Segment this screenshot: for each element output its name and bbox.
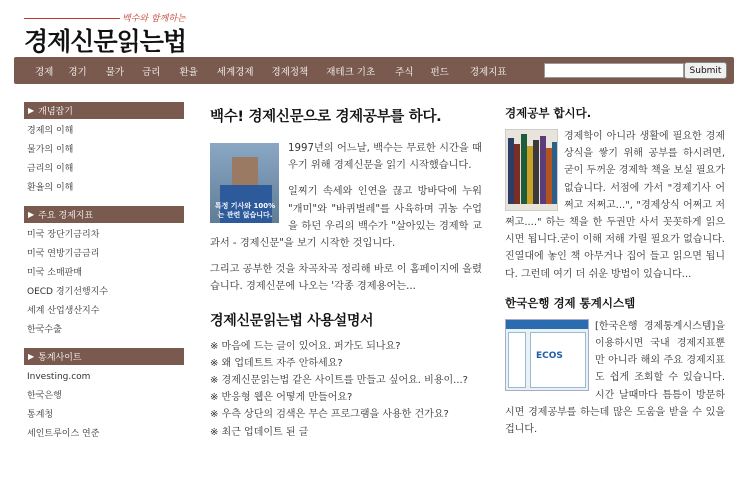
faq-link[interactable]: ※ 최근 업데이트 된 글 [210,426,309,438]
sidebar-link[interactable]: 물가의 이해 [27,145,74,155]
main-heading[interactable]: 백수! 경제신문으로 경제공부를 하다. [210,109,442,125]
sidebar-link[interactable]: OECD 경기선행지수 [27,287,109,297]
sidebar-section-title: 통계사이트 [38,353,82,363]
sidebar-link[interactable]: 세인트루이스 연준 [27,429,100,439]
nav-item-7[interactable]: 재테크 기초 [326,66,376,78]
sidebar-link[interactable]: 미국 연방기금금리 [27,249,100,259]
sidebar-link[interactable]: 경제의 이해 [27,126,74,136]
faq-link[interactable]: ※ 경제신문읽는법 같은 사이트를 만들고 싶어요. 비용이...? [210,375,468,386]
sidebar-link[interactable]: 미국 장단기금리차 [27,230,100,240]
nav-item-9[interactable]: 펀드 [430,66,449,78]
triangle-right-icon: ▶ [28,106,35,115]
nav-item-8[interactable]: 주식 [395,66,414,78]
sidebar-link[interactable]: 통계청 [27,410,54,420]
nav-item-4[interactable]: 환율 [179,66,198,78]
book-spine [533,140,539,204]
sidebar-link[interactable]: Investing.com [27,372,91,382]
site-brand[interactable] [24,10,204,54]
sidebar-section-2[interactable] [24,348,184,365]
ecos-block [505,318,725,438]
book-spine [540,136,546,204]
triangle-right-icon: ▶ [28,352,35,361]
main-content [210,105,482,441]
faq-list [210,338,482,441]
ecos-text: [한국은행 경제통계시스템]을 이용하시면 국내 경제지표뿐만 아니라 해외 주요 경제지표도 쉽게 조회할 수 있습니다. 시간 날때마다 틈틈이 방문하시면 경제공부를 하는데 많은 도움을 받을 수 있을 겁니다. [505,320,725,436]
study-block [505,128,725,283]
author-photo [210,143,279,223]
ecos-screenshot[interactable] [505,319,589,391]
nav-item-0[interactable]: 경제 [35,66,54,78]
nav-item-6[interactable]: 경제정책 [271,66,309,78]
nav-item-3[interactable]: 금리 [142,66,161,78]
nav-items [35,64,525,78]
nav-item-2[interactable]: 물가 [105,66,125,78]
sidebar-link[interactable]: 한국은행 [27,391,62,401]
sidebar-link[interactable]: 미국 소매판매 [27,268,83,278]
faq-link[interactable]: ※ 우측 상단의 검색은 무슨 프로그램을 사용한 건가요? [210,409,449,421]
nav-item-1[interactable]: 경기 [68,66,87,78]
sidebar-link[interactable]: 한국수출 [27,325,62,335]
study-heading[interactable]: 경제공부 합시다. [505,106,592,120]
site-tagline: 백수와 함께하는 [122,14,186,24]
ecos-heading[interactable]: 한국은행 경제 통계시스템 [505,295,636,310]
study-text: 경제학이 아니라 생활에 필요한 경제상식을 쌓기 위해 공부를 하시려면, 굳이 두꺼운 경제학 책을 보실 필요가 없습니다. 서점에 가서 "경제기사 어쩌고 저쩌고...", "경제상식 어쩌고 저쩌고...." 하는 책을 한 두권만 사서 꼿꼿하게 읽으시면 됩니다.굳이 이해 저해 가릴 필요가 없습니다. 진열대에 놓인 책 아무거나 집어 들고 읽으면 됩니다. 그런데 여기 더 쉬운 방법이 있습니다... [505,131,725,280]
sidebar-link[interactable]: 환율의 이해 [27,183,74,193]
tagline-rule [24,18,120,19]
photo-caption: 특정 기사와 100%는 관련 없습니다. [214,202,276,219]
intro-paragraph-1: 1997년의 어느날, 백수는 무료한 시간을 때우기 위해 경제신문을 읽기 시작했습니다. [288,143,482,172]
book-spine [527,146,533,204]
sidebar-section-title: 개념잡기 [38,107,73,117]
nav-item-10[interactable]: 경제지표 [469,66,507,78]
right-column [505,105,725,438]
site-title[interactable]: 경제신문읽는법 [24,27,187,56]
search-input[interactable] [544,63,684,78]
book-spine [521,134,527,204]
faq-link[interactable]: ※ 반응형 웹은 어떻게 만들어요? [210,392,353,404]
book-spine [508,138,514,204]
intro-paragraph-2: 일찌기 속세와 인연을 끊고 방바닥에 누워 "개미"와 "바퀴벌레"를 사육하며 귀농 수업을 하던 우리의 백수가 "살아있는 경제학 교과서 - 경제신문"을 보기 시작한 것입니다. [210,186,482,250]
book-spine [514,144,520,204]
sidebar-section-0[interactable] [24,102,184,119]
submit-button[interactable]: Submit [684,62,727,79]
sidebar-section-title: 주요 경제지표 [38,211,94,221]
nav-item-5[interactable]: 세계경제 [216,66,254,78]
faq-link[interactable]: ※ 마음에 드는 글이 있어요. 퍼가도 되나요? [210,340,401,352]
manual-heading[interactable]: 경제신문읽는법 사용설명서 [210,312,374,329]
ecos-logo: ECOS [536,350,563,361]
book-spine [552,142,558,204]
sidebar [24,102,184,444]
intro-paragraph-3[interactable]: 그리고 공부한 것을 차곡차곡 정리해 바로 이 홈페이지에 올렸습니다. 경제신문에 나오는 '각종 경제용어는... [210,264,482,293]
sidebar-link[interactable]: 금리의 이해 [27,164,74,174]
book-spine [546,148,552,204]
sidebar-section-1[interactable] [24,206,184,223]
faq-link[interactable]: ※ 왜 업데트트 자주 안하세요? [210,357,343,369]
books-image[interactable] [505,129,558,211]
sidebar-link[interactable]: 세계 산업생산지수 [27,306,100,316]
main-nav [14,57,734,84]
intro-section [210,140,482,296]
triangle-right-icon: ▶ [28,210,35,219]
